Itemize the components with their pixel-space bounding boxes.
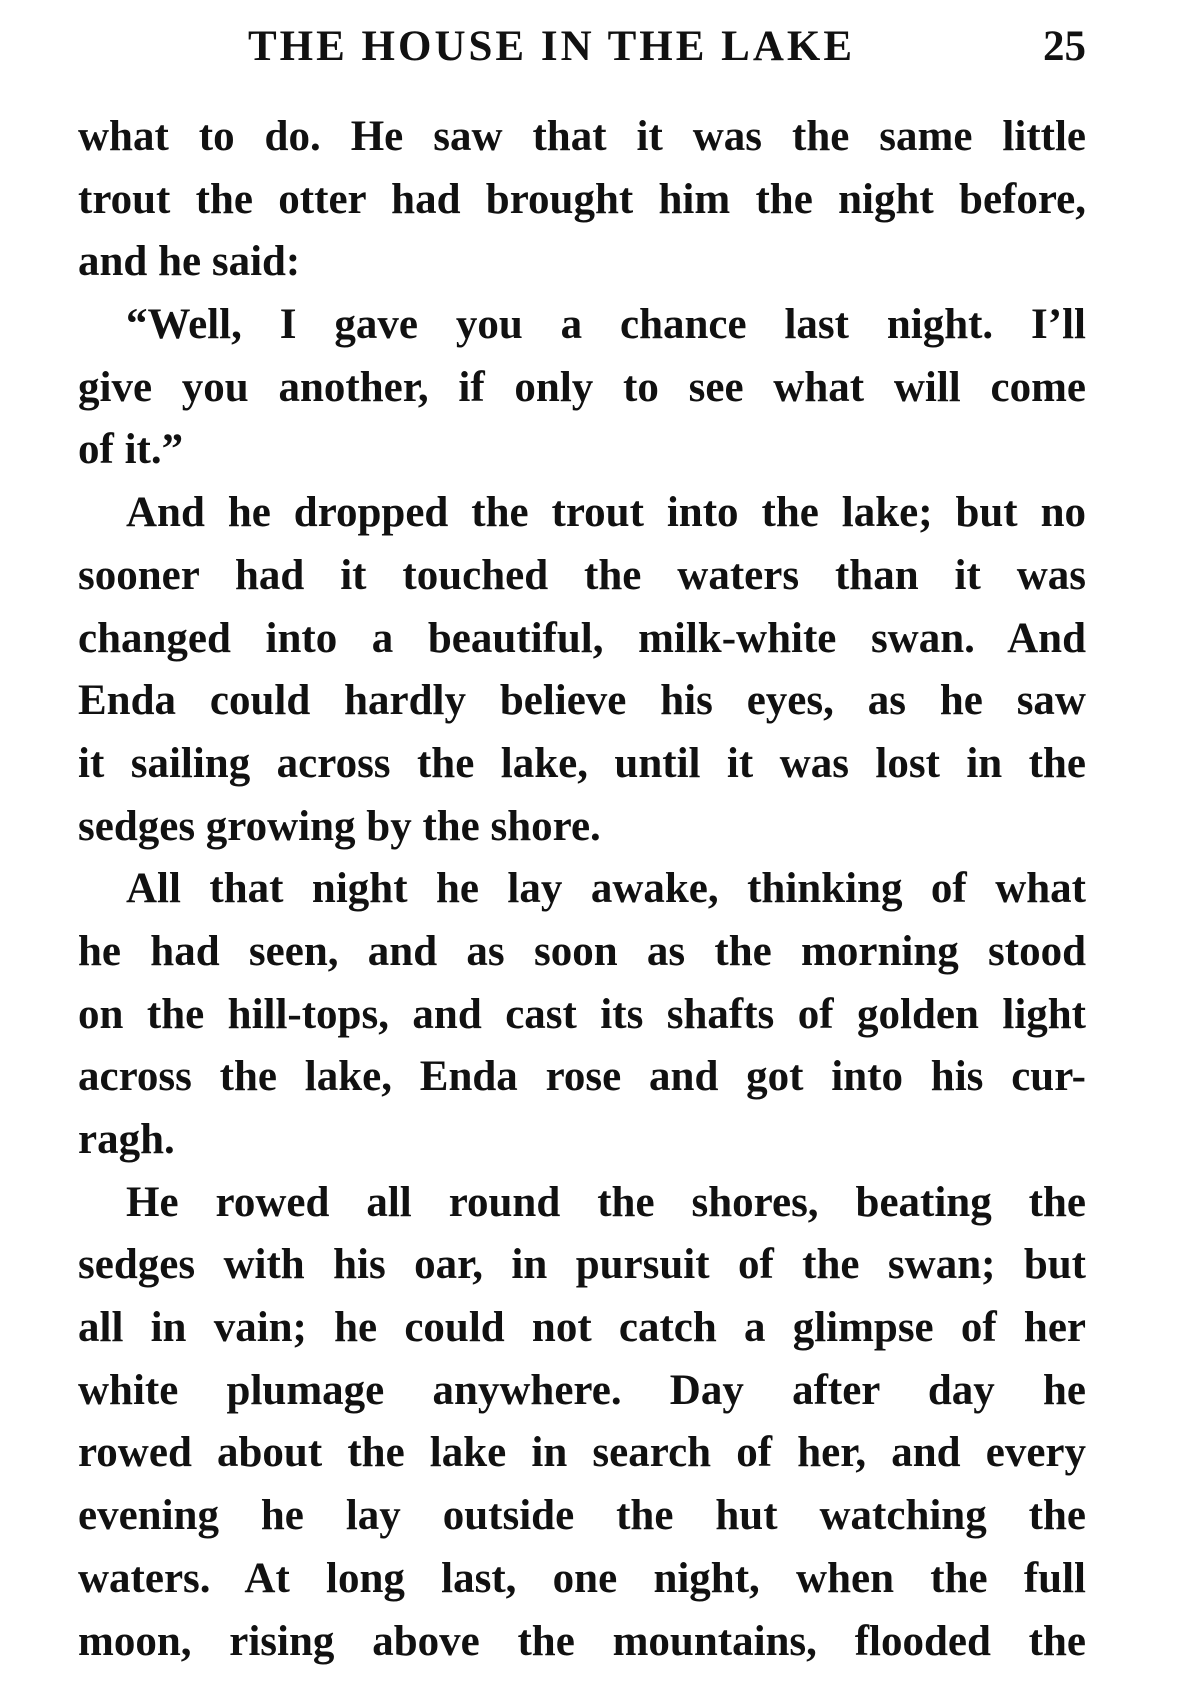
- running-head: [78, 22, 1086, 82]
- body-text: [78, 106, 1086, 1673]
- text-line: And he dropped the trout into the lake; but no: [126, 489, 1086, 537]
- page-number: 25: [1043, 23, 1086, 70]
- text-line: He rowed all round the shores, beating the: [126, 1178, 1086, 1226]
- running-title: THE HOUSE IN THE LAKE: [248, 23, 856, 70]
- text-line: ragh.: [78, 1116, 175, 1163]
- text-line: it sailing across the lake, until it was lost in the: [78, 739, 1086, 787]
- text-line: All that night he lay awake, thinking of what: [126, 865, 1086, 913]
- text-line: waters. At long last, one night, when the full: [78, 1554, 1086, 1602]
- text-line: give you another, if only to see what will come: [78, 363, 1086, 411]
- text-line: of it.”: [78, 426, 184, 474]
- text-line: sooner had it touched the waters than it was: [78, 551, 1086, 599]
- text-line: and he said:: [78, 238, 301, 286]
- text-line: white plumage anywhere. Day after day he: [78, 1366, 1086, 1414]
- text-line: rowed about the lake in search of her, and every: [78, 1429, 1086, 1477]
- text-line: Enda could hardly believe his eyes, as he saw: [78, 677, 1086, 725]
- text-line: what to do. He saw that it was the same little: [78, 113, 1086, 160]
- text-line: “Well, I gave you a chance last night. I’ll: [126, 301, 1086, 349]
- text-line: across the lake, Enda rose and got into his cur-: [78, 1053, 1086, 1101]
- text-line: on the hill-tops, and cast its shafts of golden light: [78, 990, 1086, 1038]
- text-line: all in vain; he could not catch a glimpse of her: [78, 1304, 1086, 1352]
- text-line: he had seen, and as soon as the morning stood: [78, 927, 1086, 975]
- text-line: sedges growing by the shore.: [78, 802, 601, 850]
- text-line: sedges with his oar, in pursuit of the swan; but: [78, 1241, 1086, 1289]
- text-line: trout the otter had brought him the night before,: [78, 175, 1086, 223]
- text-line: changed into a beautiful, milk-white swan. And: [78, 614, 1086, 662]
- text-line: moon, rising above the mountains, flooded the: [78, 1617, 1086, 1665]
- text-line: evening he lay outside the hut watching the: [78, 1492, 1086, 1540]
